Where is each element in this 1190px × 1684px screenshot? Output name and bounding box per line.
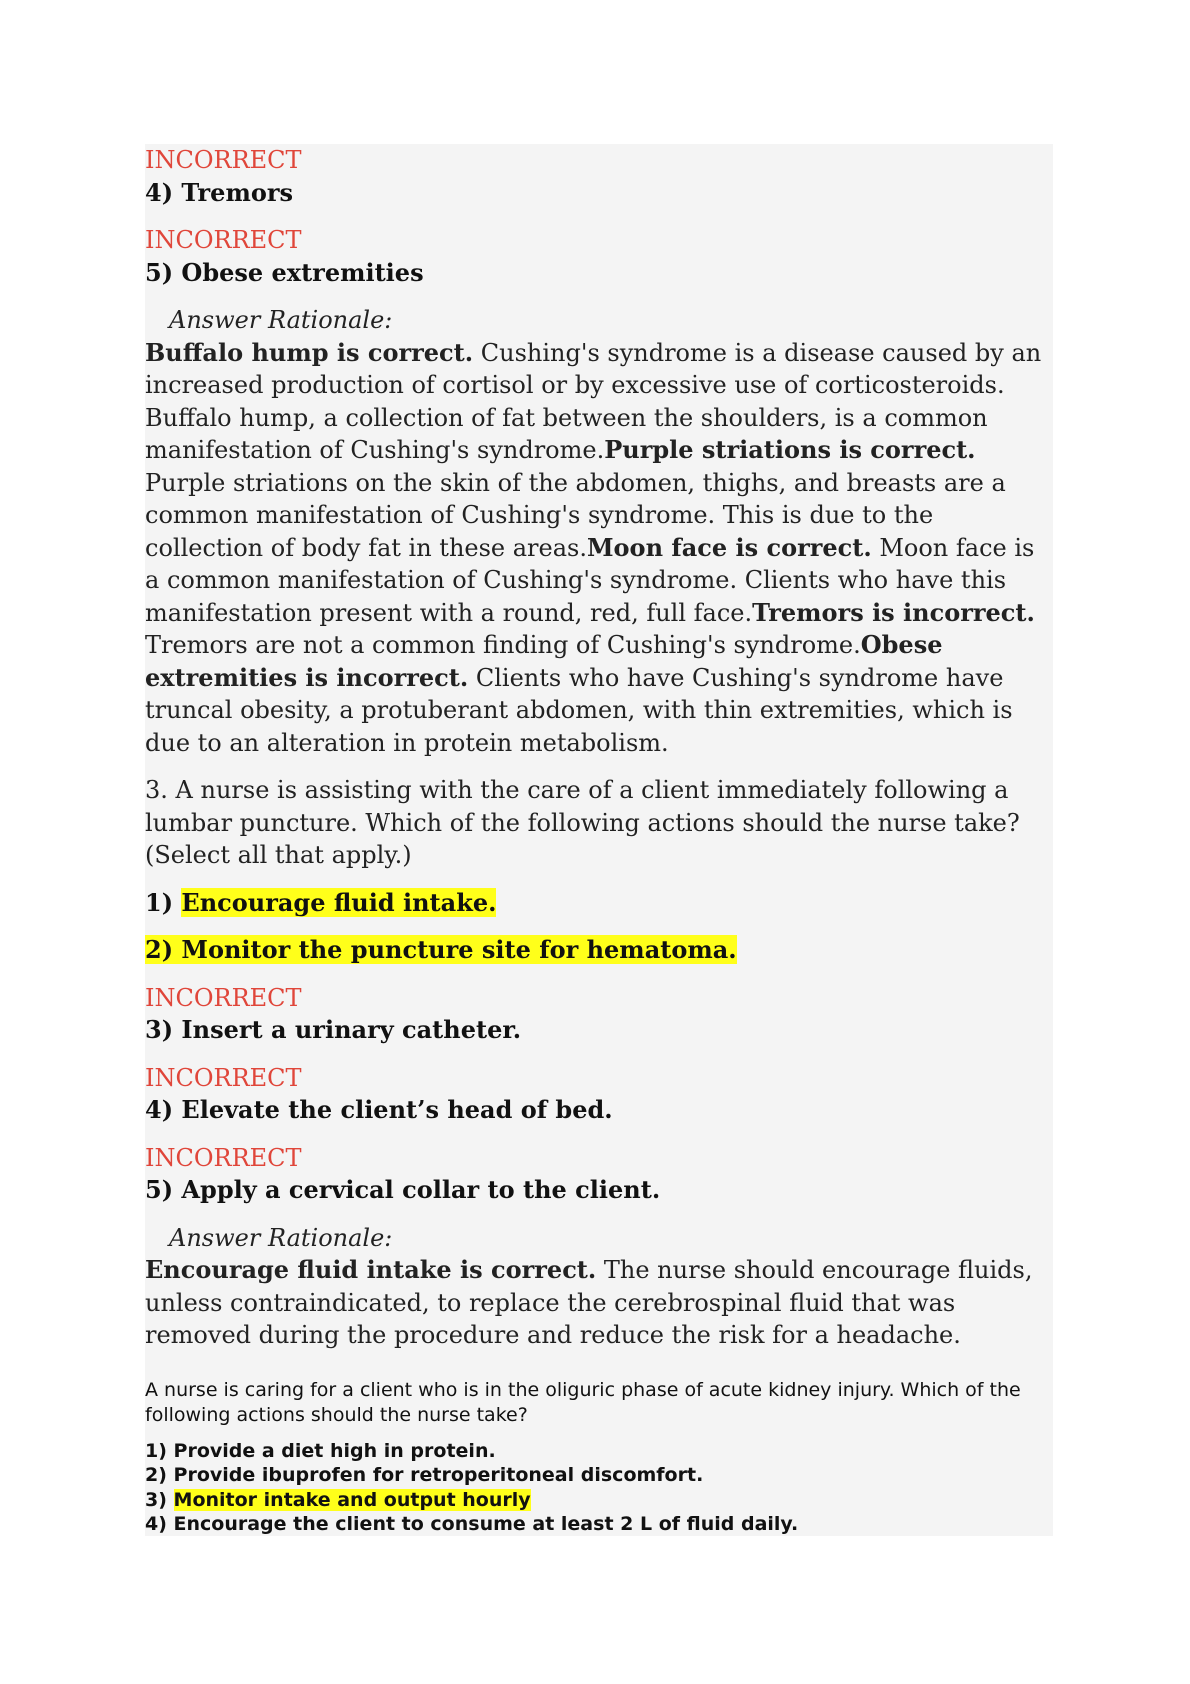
q3-option-1-highlighted: Encourage fluid intake. bbox=[181, 887, 497, 917]
rationale-text bbox=[145, 337, 1050, 760]
rationale-span: Purple striations on the skin of the abdomen, thighs, and breasts are a common manifestation of Cushing's syndrome. This is due to the collection of body fat in these areas. bbox=[145, 468, 1006, 562]
option-5: 5) Obese extremities bbox=[145, 257, 424, 287]
rationale-span: Tremors are not a common finding of Cushing's syndrome. bbox=[145, 631, 861, 659]
q3-option-2-highlighted: 2) Monitor the puncture site for hematoma. bbox=[145, 935, 737, 964]
rationale-span: Cushing's syndrome is a disease caused by an increased production of cortisol or by excessive use of corticosteroids. Buffalo hump, a collection of fat between the shoulders, is a common manifestation of Cushing's syndrome. bbox=[145, 338, 1042, 464]
q4-options bbox=[145, 1439, 1050, 1537]
incorrect-label: INCORRECT bbox=[145, 146, 302, 174]
q3-option-1 bbox=[145, 887, 1050, 920]
question-3-text: 3. A nurse is assisting with the care of a client immediately following a lumbar puncture. Which of the following actions should the nurse take? (Select all that apply.) bbox=[145, 776, 1020, 869]
incorrect-label: INCORRECT bbox=[145, 983, 302, 1012]
question-4-text: A nurse is caring for a client who is in the oliguric phase of acute kidney injury. Which of the following actions should the nurse take? bbox=[145, 1378, 1021, 1426]
q3-option-2 bbox=[145, 934, 1050, 967]
q4-option-3-highlighted: Monitor intake and output hourly bbox=[173, 1488, 531, 1511]
incorrect-label: INCORRECT bbox=[145, 1063, 302, 1092]
document-body bbox=[145, 144, 1050, 1537]
rationale-bold: Encourage fluid intake is correct. bbox=[145, 1255, 597, 1284]
rationale-label: Answer Rationale: bbox=[169, 306, 393, 334]
rationale-bold: Obese extremities is incorrect. bbox=[145, 630, 943, 692]
incorrect-label: INCORRECT bbox=[145, 226, 302, 254]
q3-option-4: 4) Elevate the client’s head of bed. bbox=[145, 1095, 613, 1124]
rationale-bold: Purple striations is correct. bbox=[604, 435, 976, 464]
option-4: 4) Tremors bbox=[145, 177, 293, 207]
rationale-span: The nurse should encourage fluids, unless contraindicated, to replace the cerebrospinal fluid that was removed during the procedure and reduce the risk for a headache. bbox=[145, 1256, 1033, 1349]
incorrect-label: INCORRECT bbox=[145, 1143, 302, 1172]
rationale-bold: Buffalo hump is correct. bbox=[145, 337, 474, 367]
q4-option-1: 1) Provide a diet high in protein. bbox=[145, 1439, 496, 1462]
rationale-bold: Tremors is incorrect. bbox=[752, 597, 1035, 627]
rationale-span: Moon face is a common manifestation of Cushing's syndrome. Clients who have this manifestation present with a round, red, full face. bbox=[145, 533, 1035, 627]
q3-option-1-number: 1) bbox=[145, 887, 182, 917]
q4-option-2: 2) Provide ibuprofen for retroperitoneal discomfort. bbox=[145, 1464, 704, 1486]
rationale-label: Answer Rationale: bbox=[169, 1223, 393, 1252]
q4-option-3 bbox=[145, 1488, 1050, 1513]
q4-option-3-number: 3) bbox=[145, 1488, 174, 1511]
q4-option-4: 4) Encourage the client to consume at least 2 L of fluid daily. bbox=[145, 1513, 799, 1535]
rationale-bold: Moon face is correct. bbox=[586, 532, 872, 562]
q3-option-5: 5) Apply a cervical collar to the client. bbox=[145, 1175, 661, 1204]
rationale-text bbox=[145, 1254, 1050, 1352]
q3-option-3: 3) Insert a urinary catheter. bbox=[145, 1015, 522, 1044]
rationale-span: Clients who have Cushing's syndrome have truncal obesity, a protuberant abdomen, with thin extremities, which is due to an alteration in protein metabolism. bbox=[145, 663, 1013, 757]
